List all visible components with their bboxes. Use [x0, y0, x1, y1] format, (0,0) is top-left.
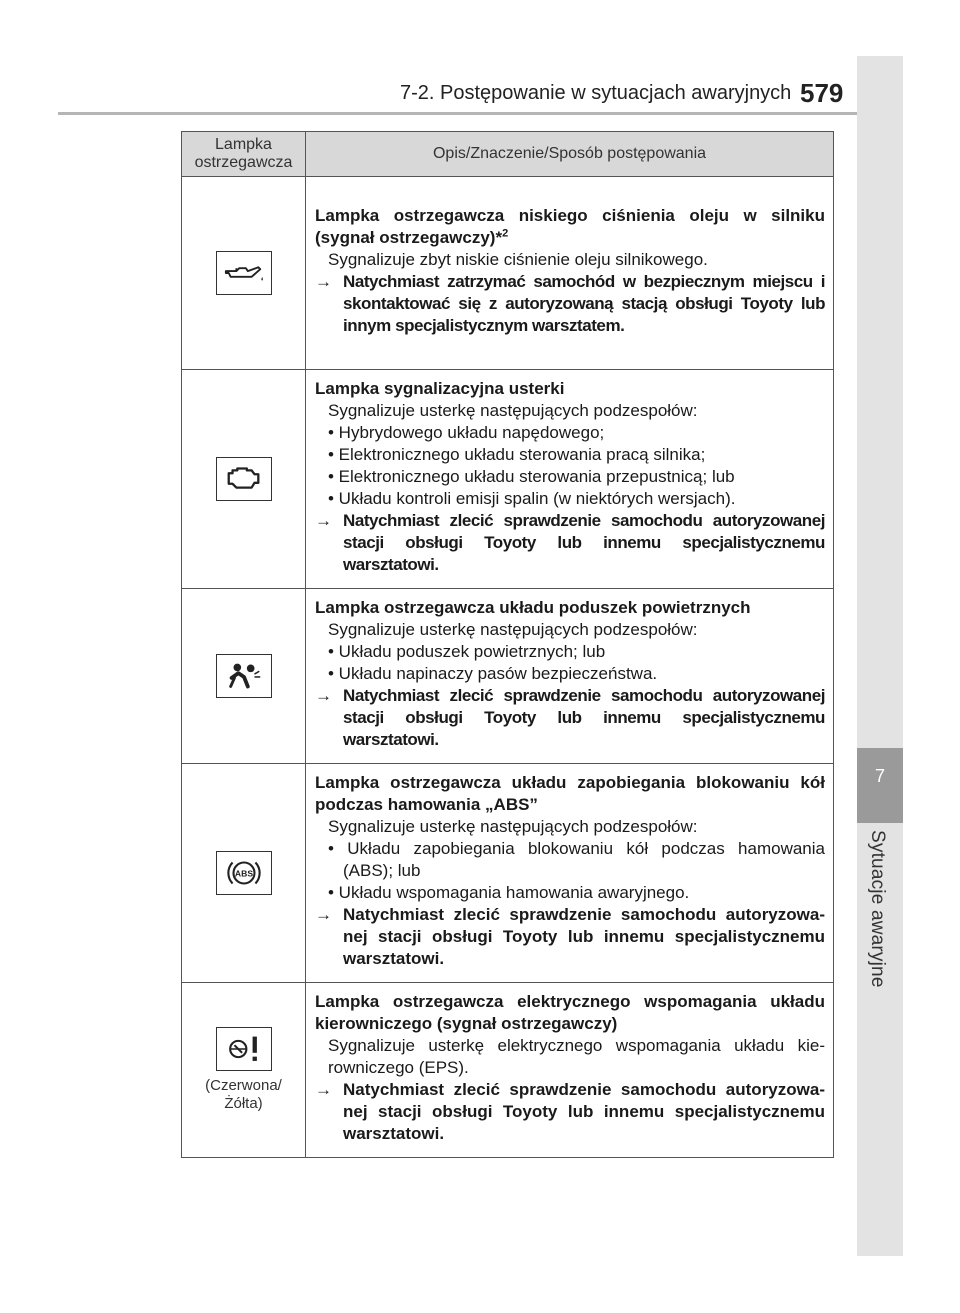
description-cell: [306, 764, 834, 983]
icon-cell: [182, 764, 306, 983]
action-text: Natychmiast zlecić sprawdzenie samochodu autoryzowa-nej stacji obsługi Toyoty lub innemu specjalistycznemu warsztatowi.: [343, 1080, 825, 1143]
warning-description: Sygnalizuje usterkę następujących podzespołów:: [328, 401, 698, 420]
warning-title: Lampka ostrzegawcza układu zapobiegania blokowaniu kół podczas hamowania „ABS”: [315, 773, 825, 814]
icon-color-caption: (Czerwona/ Żółta): [205, 1077, 282, 1112]
header-divider: [58, 112, 903, 115]
action-text: Natychmiast zlecić sprawdzenie samochodu autoryzowanej stacji obsługi Toyoty lub innemu specjalistycznemu warsztatowi.: [343, 686, 825, 749]
icon-cell: [182, 177, 306, 370]
table-header-row: [182, 132, 834, 177]
list-item: • Układu wspomagania hamowania awaryjnego.: [328, 883, 690, 902]
action-text: Natychmiast zlecić sprawdzenie samochodu autoryzowa-nej stacji obsługi Toyoty lub innemu specjalistycznemu warsztatowi.: [343, 905, 825, 968]
page-number: 579: [800, 78, 844, 108]
action-text: Natychmiast zatrzymać samochód w bezpiecznym miejscu i skontaktować się z autoryzowaną stacją obsługi Toyoty lub innym specjalistycznym warsztatem.: [343, 272, 825, 335]
column-header-description: Opis/Znaczenie/Sposób postępowania: [306, 132, 834, 177]
arrow-icon: →: [315, 511, 332, 530]
warning-title-text: Lampka ostrzegawcza niskiego ciśnienia oleju w silniku (sygnał ostrzegawczy)*: [315, 206, 825, 247]
icon-cell: [182, 983, 306, 1158]
chapter-number: 7: [874, 766, 885, 786]
arrow-icon: →: [315, 1080, 332, 1099]
power-steering-icon: [216, 1027, 272, 1071]
warning-description: Sygnalizuje usterkę elektrycznego wspomagania układu kie-rowniczego (EPS).: [328, 1036, 825, 1077]
warning-title: [315, 205, 825, 249]
side-tab: [857, 56, 903, 1256]
chapter-number-box: [857, 748, 903, 823]
action-instruction: [315, 510, 825, 576]
table-row: [182, 370, 834, 589]
table-row: [182, 764, 834, 983]
warning-title: Lampka ostrzegawcza układu poduszek powietrznych: [315, 598, 751, 617]
warning-description: Sygnalizuje zbyt niskie ciśnienie oleju silnikowego.: [328, 250, 708, 269]
list-item: • Hybrydowego układu napędowego;: [328, 423, 605, 442]
action-instruction: [315, 685, 825, 751]
chapter-title: Sytuacje awaryjne: [867, 830, 888, 988]
section-title: 7-2. Postępowanie w sytuacjach awaryjnych: [400, 82, 792, 104]
engine-malfunction-icon: [216, 457, 272, 501]
action-instruction: [315, 271, 825, 337]
list-item: • Układu napinaczy pasów bezpieczeństwa.: [328, 664, 658, 683]
action-instruction: [315, 904, 825, 970]
warning-title: Lampka ostrzegawcza elektrycznego wspomagania układu kierowniczego (sygnał ostrzegawczy): [315, 992, 825, 1033]
list-item: • Układu poduszek powietrznych; lub: [328, 642, 606, 661]
list-item: • Układu kontroli emisji spalin (w niektórych wersjach).: [328, 489, 736, 508]
description-cell: [306, 177, 834, 370]
warning-description: Sygnalizuje usterkę następujących podzespołów:: [328, 817, 698, 836]
airbag-icon: [216, 654, 272, 698]
table-row: [182, 589, 834, 764]
description-cell: [306, 983, 834, 1158]
icon-cell: [182, 589, 306, 764]
table-row: [182, 177, 834, 370]
action-text: Natychmiast zlecić sprawdzenie samochodu autoryzowanej stacji obsługi Toyoty lub innemu specjalistycznemu warsztatowi.: [343, 511, 825, 574]
icon-cell: [182, 370, 306, 589]
description-cell: [306, 589, 834, 764]
list-item: • Elektronicznego układu sterowania pracą silnika;: [328, 445, 706, 464]
arrow-icon: →: [315, 272, 332, 291]
footnote-marker: 2: [502, 227, 509, 240]
description-cell: [306, 370, 834, 589]
warning-description: Sygnalizuje usterkę następujących podzespołów:: [328, 620, 698, 639]
list-item: • Układu zapobiegania blokowaniu kół podczas hamowania (ABS); lub: [328, 839, 825, 880]
column-header-lamp: Lampka ostrzegawcza: [182, 132, 306, 177]
list-item: • Elektronicznego układu sterowania przepustnicą; lub: [328, 467, 735, 486]
warning-title: Lampka sygnalizacyjna usterki: [315, 379, 565, 398]
abs-icon: [216, 851, 272, 895]
warning-lights-table: [181, 131, 834, 1158]
arrow-icon: →: [315, 686, 332, 705]
oil-pressure-icon: [216, 251, 272, 295]
arrow-icon: →: [315, 905, 332, 924]
abs-icon-text: ABS: [234, 868, 253, 879]
table-row: [182, 983, 834, 1158]
action-instruction: [315, 1079, 825, 1145]
